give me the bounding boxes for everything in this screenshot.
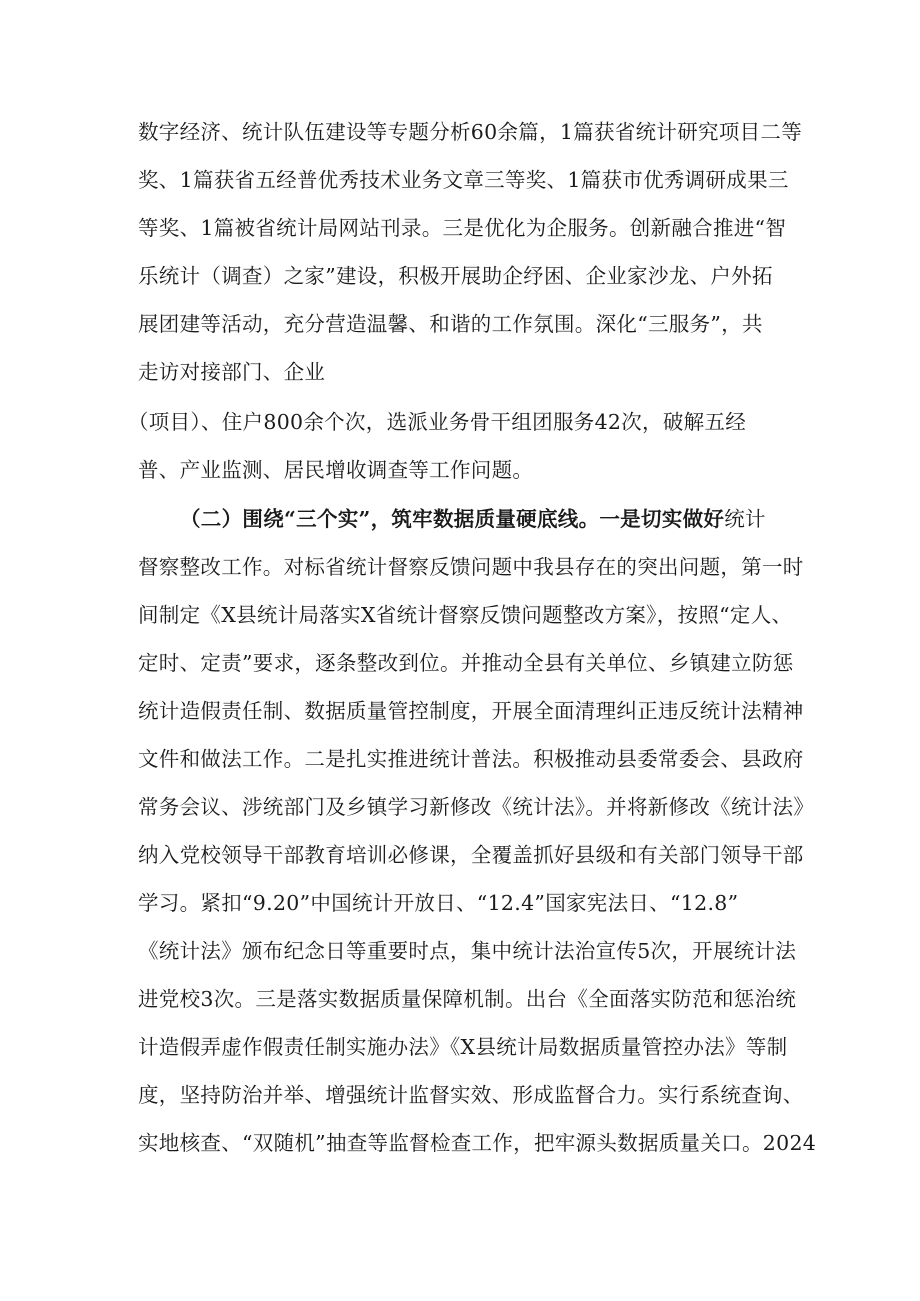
text-line: 纳入党校领导干部教育培训必修课，全覆盖抓好县级和有关部门领导干部 [138,843,804,867]
text-line: 走访对接部门、企业 [138,360,326,384]
text-line: 奖、1篇获省五经普优秀技术业务文章三等奖、1篇获市优秀调研成果三 [138,168,789,192]
section-heading [180,499,766,539]
text-line: 乐统计（调查）之家”建设，积极开展助企纾困、企业家沙龙、户外拓 [138,264,773,288]
text-line: 度，坚持防治并举、增强统计监督实效、形成监督合力。实行系统查询、 [138,1083,804,1107]
text-line: 展团建等活动，充分营造温馨、和谐的工作氛围。深化“三服务”，共 [138,312,763,336]
text-line: 间制定《X县统计局落实X省统计督察反馈问题整改方案》，按照“定人、 [138,603,793,627]
text-line: 计造假弄虚作假责任制实施办法》《X县统计局数据质量管控办法》等制 [138,1035,788,1059]
text-line: 定时、定责”要求，逐条整改到位。并推动全县有关单位、乡镇建立防惩 [138,651,794,675]
text-line: 普、产业监测、居民增收调查等工作问题。 [138,458,534,482]
text-line: 实地核查、“双随机”抽查等监督检查工作，把牢源头数据质量关口。2024 [138,1131,817,1155]
section-heading-bold: （二）围绕“三个实”，筑牢数据质量硬底线。一是切实做好 [180,507,725,531]
text-line: 《统计法》颁布纪念日等重要时点，集中统计法治宣传5次，开展统计法 [138,939,797,963]
text-line: 进党校3次。三是落实数据质量保障机制。出台《全面落实防范和惩治统 [138,987,797,1011]
text-line: 文件和做法工作。二是扎实推进统计普法。积极推动县委常委会、县政府 [138,747,804,771]
text-line: 统计造假责任制、数据质量管控制度，开展全面清理纠正违反统计法精神 [138,699,804,723]
text-line: 督察整改工作。对标省统计督察反馈问题中我县存在的突出问题，第一时 [138,555,804,579]
text-line: （项目）、住户800余个次，选派业务骨干组团服务42次，破解五经 [128,410,747,434]
text-line: 常务会议、涉统部门及乡镇学习新修改《统计法》。并将新修改《统计法》 [138,795,815,819]
text-line: 学习。紧扣“9.20”中国统计开放日、“12.4”国家宪法日、“12.8” [138,891,739,915]
text-line: 数字经济、统计队伍建设等专题分析60余篇，1篇获省统计研究项目二等 [138,120,803,144]
text-line: 等奖、1篇被省统计局网站刊录。三是优化为企服务。创新融合推进“智 [138,216,787,240]
section-heading-normal: 统计 [724,507,766,531]
